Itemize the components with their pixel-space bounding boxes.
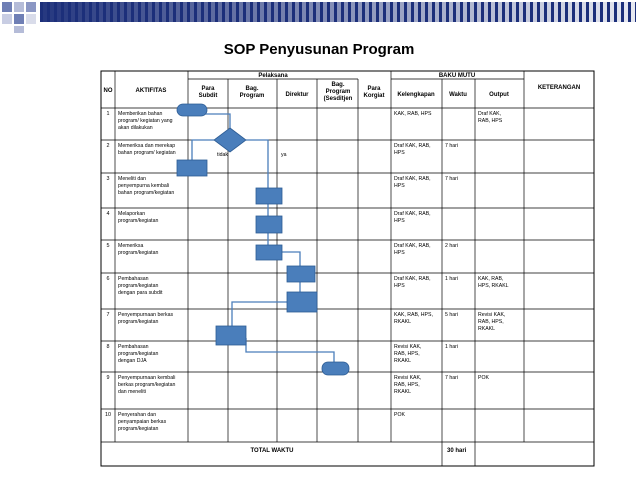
waktu-text: 1 hari — [445, 344, 458, 350]
start-terminator — [177, 104, 207, 116]
row-number: 9 — [106, 375, 110, 381]
aktifitas-text: berkas program/kegiatan — [118, 382, 176, 388]
output-text: KAK, RAB, — [478, 276, 504, 282]
header-output: Output — [489, 92, 509, 98]
output-text: RKAKL — [478, 326, 496, 332]
kelengkapan-text: RKAKL — [394, 389, 412, 395]
kelengkapan-text: HPS — [394, 250, 405, 256]
aktifitas-text: Meneliti dan — [118, 176, 146, 182]
table-border — [101, 71, 594, 466]
aktifitas-text: Pembahasan — [118, 344, 149, 350]
header-bag-program-sesditjen: (Sesditjen — [323, 96, 353, 102]
aktifitas-text: program/kegiatan — [118, 319, 159, 325]
aktifitas-text: Memeriksa dan merekap — [118, 143, 176, 149]
waktu-text: 7 hari — [445, 176, 458, 182]
kelengkapan-text: Revisi KAK, — [394, 375, 422, 381]
header-aktifitas: AKTIFITAS — [135, 88, 167, 94]
row-number: 7 — [106, 312, 110, 318]
branch-label-ya: ya — [281, 152, 287, 158]
output-text: RAB, HPS, — [478, 319, 504, 325]
aktifitas-text: dengan para subdit — [118, 290, 163, 296]
aktifitas-text: program/kegiatan — [118, 218, 159, 224]
kelengkapan-text: RAB, HPS, — [394, 382, 420, 388]
process-box-row5 — [256, 245, 282, 260]
aktifitas-text: program/kegiatan — [118, 250, 159, 256]
kelengkapan-text: RKAKL — [394, 319, 412, 325]
process-box-row2 — [177, 160, 207, 176]
kelengkapan-text: KAK, RAB, HPS — [394, 111, 432, 117]
output-text: HPS, RKAKL — [478, 283, 509, 289]
connector-step7-step8 — [232, 302, 287, 326]
header-para-korgiat: Para — [367, 86, 381, 92]
kelengkapan-text: HPS — [394, 283, 405, 289]
table-grid — [101, 71, 594, 466]
connector-step8-end — [246, 338, 334, 362]
connector-no-branch — [192, 140, 214, 160]
connector-yes-branch — [246, 140, 268, 188]
aktifitas-text: program/ kegiatan yang — [118, 118, 173, 124]
aktifitas-text: bahan program/ kegiatan — [118, 150, 176, 156]
waktu-text: 5 hari — [445, 312, 458, 318]
row-number: 6 — [106, 276, 110, 282]
process-box-row8 — [216, 326, 246, 345]
kelengkapan-text: HPS — [394, 218, 405, 224]
kelengkapan-text: HPS — [394, 150, 405, 156]
branch-label-tidak: tidak — [217, 152, 228, 158]
process-box-row6 — [287, 266, 315, 282]
output-text: POK — [478, 375, 489, 381]
output-text: Draf KAK, — [478, 111, 502, 117]
aktifitas-text: Penyempurnaan berkas — [118, 312, 174, 318]
aktifitas-text: Melaporkan — [118, 211, 146, 217]
header-baku-mutu: BAKU MUTU — [438, 73, 476, 79]
kelengkapan-text: Draf KAK, RAB, — [394, 143, 431, 149]
aktifitas-text: Penyerahan dan — [118, 412, 157, 418]
kelengkapan-text: Draf KAK, RAB, — [394, 176, 431, 182]
aktifitas-text: penyempurna kembali — [118, 183, 170, 189]
process-box-row3 — [256, 188, 282, 204]
aktifitas-text: Penyempurnaan kembali — [118, 375, 176, 381]
aktifitas-text: program/kegiatan — [118, 426, 159, 432]
header-para-korgiat: Korgiat — [363, 93, 385, 99]
process-box-row7 — [287, 292, 317, 312]
end-terminator — [322, 362, 349, 375]
kelengkapan-text: HPS — [394, 183, 405, 189]
aktifitas-text: Memeriksa — [118, 243, 144, 249]
header-pelaksana: Pelaksana — [258, 73, 288, 79]
row-number: 8 — [106, 344, 110, 350]
aktifitas-text: Pembahasan — [118, 276, 149, 282]
header-para-subdit: Para — [201, 86, 215, 92]
kelengkapan-text: Draf KAK, RAB, — [394, 243, 431, 249]
aktifitas-text: program/kegiatan — [118, 283, 159, 289]
header-bag-program: Program — [239, 93, 265, 99]
total-label: TOTAL WAKTU — [250, 448, 294, 454]
kelengkapan-text: POK — [394, 412, 405, 418]
kelengkapan-text: Revisi KAK, — [394, 344, 422, 350]
decision-diamond — [214, 128, 246, 152]
page-title: SOP Penyusunan Program — [223, 41, 415, 58]
header-no: NO — [103, 88, 113, 94]
aktifitas-text: dan meneliti — [118, 389, 146, 395]
header-bag-program: Bag. — [245, 86, 259, 92]
row-number: 3 — [106, 176, 110, 182]
total-value: 30 hari — [447, 448, 467, 454]
row-number: 10 — [105, 412, 111, 418]
process-box-row4 — [256, 216, 282, 233]
output-text: RAB, HPS — [478, 118, 503, 124]
row-number: 1 — [106, 111, 110, 117]
aktifitas-text: akan dilakukan — [118, 125, 153, 131]
header-para-subdit: Subdit — [198, 93, 218, 99]
row-number: 4 — [106, 211, 110, 217]
row-number: 2 — [106, 143, 110, 149]
header-bag-program-sesditjen: Program — [325, 89, 351, 95]
kelengkapan-text: RKAKL — [394, 358, 412, 364]
connector-step5-step6 — [282, 252, 300, 266]
aktifitas-text: Memberikan bahan — [118, 111, 163, 117]
kelengkapan-text: Draf KAK, RAB, — [394, 211, 431, 217]
header-direktur: Direktur — [285, 92, 309, 98]
waktu-text: 1 hari — [445, 276, 458, 282]
output-text: Revisi KAK, — [478, 312, 506, 318]
row-number: 5 — [106, 243, 110, 249]
aktifitas-text: penyampaian berkas — [118, 419, 167, 425]
header-waktu: Waktu — [449, 92, 467, 98]
waktu-text: 7 hari — [445, 143, 458, 149]
aktifitas-text: program/kegiatan — [118, 351, 159, 357]
kelengkapan-text: KAK, RAB, HPS, — [394, 312, 433, 318]
aktifitas-text: bahan program/kegiatan — [118, 190, 175, 196]
waktu-text: 2 hari — [445, 243, 458, 249]
header-keterangan: KETERANGAN — [537, 85, 581, 91]
flowchart — [177, 104, 349, 375]
aktifitas-text: dengan DJA — [118, 358, 147, 364]
header-kelengkapan: Kelengkapan — [397, 92, 435, 98]
kelengkapan-text: Draf KAK, RAB, — [394, 276, 431, 282]
waktu-text: 7 hari — [445, 375, 458, 381]
kelengkapan-text: RAB, HPS, — [394, 351, 420, 357]
header-bag-program-sesditjen: Bag. — [331, 82, 345, 88]
